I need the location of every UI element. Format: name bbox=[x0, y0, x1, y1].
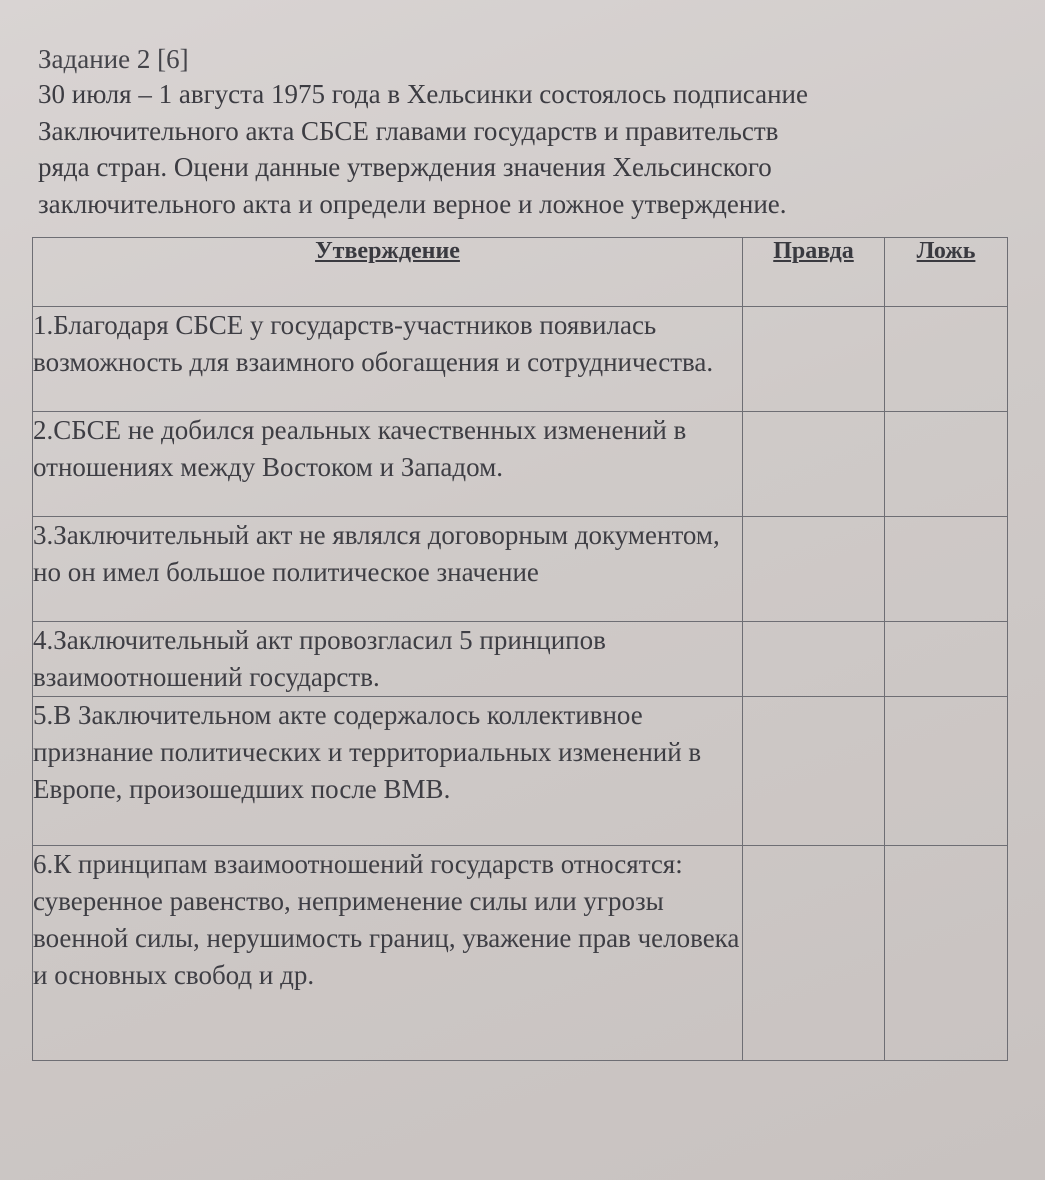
answer-cell-true[interactable] bbox=[743, 622, 885, 697]
answer-cell-true[interactable] bbox=[743, 307, 885, 412]
answer-cell-true[interactable] bbox=[743, 697, 885, 846]
table-row bbox=[33, 517, 1008, 622]
statement-text: 3.Заключительный акт не являлся договорным документом, но он имел большое политическое значение bbox=[33, 517, 743, 622]
answer-cell-false[interactable] bbox=[885, 412, 1008, 517]
answer-cell-true[interactable] bbox=[743, 517, 885, 622]
task-line: 30 июля – 1 августа 1975 года в Хельсинки состоялось подписание bbox=[38, 79, 808, 109]
header-statement: Утверждение bbox=[33, 238, 743, 307]
table-row bbox=[33, 697, 1008, 846]
statement-text: 1.Благодаря СБСЕ у государств-участников появилась возможность для взаимного обогащения и сотрудничества. bbox=[33, 307, 743, 412]
task-description bbox=[38, 76, 998, 222]
header-false: Ложь bbox=[885, 238, 1008, 307]
statement-text: 6.К принципам взаимоотношений государств относятся: суверенное равенство, неприменение силы или угрозы военной силы, нерушимость границ, уважение прав человека и основных свобод и др. bbox=[33, 846, 743, 1061]
answer-cell-false[interactable] bbox=[885, 307, 1008, 412]
table-row bbox=[33, 307, 1008, 412]
answer-cell-true[interactable] bbox=[743, 412, 885, 517]
table-row bbox=[33, 846, 1008, 1061]
task-line: заключительного акта и определи верное и ложное утверждение. bbox=[38, 188, 787, 219]
statement-text: 4.Заключительный акт провозгласил 5 принципов взаимоотношений государств. bbox=[33, 622, 743, 697]
answer-cell-false[interactable] bbox=[885, 622, 1008, 697]
answer-cell-false[interactable] bbox=[885, 697, 1008, 846]
header-true: Правда bbox=[743, 238, 885, 307]
task-title: Задание 2 [6] bbox=[38, 44, 189, 74]
statements-table bbox=[32, 237, 1008, 1061]
answer-cell-false[interactable] bbox=[885, 846, 1008, 1061]
answer-cell-false[interactable] bbox=[885, 517, 1008, 622]
statement-text: 2.СБСЕ не добился реальных качественных изменений в отношениях между Востоком и Западом. bbox=[33, 412, 743, 517]
table-header-row bbox=[33, 238, 1008, 307]
answer-cell-true[interactable] bbox=[743, 846, 885, 1061]
task-line: Заключительного акта СБСЕ главами государств и правительств bbox=[38, 115, 779, 146]
statement-text: 5.В Заключительном акте содержалось коллективное признание политических и территориальных изменений в Европе, произошедших после ВМВ. bbox=[33, 697, 743, 846]
table-row bbox=[33, 412, 1008, 517]
task-line: ряда стран. Оцени данные утверждения значения Хельсинского bbox=[38, 152, 772, 182]
table-row bbox=[33, 622, 1008, 697]
